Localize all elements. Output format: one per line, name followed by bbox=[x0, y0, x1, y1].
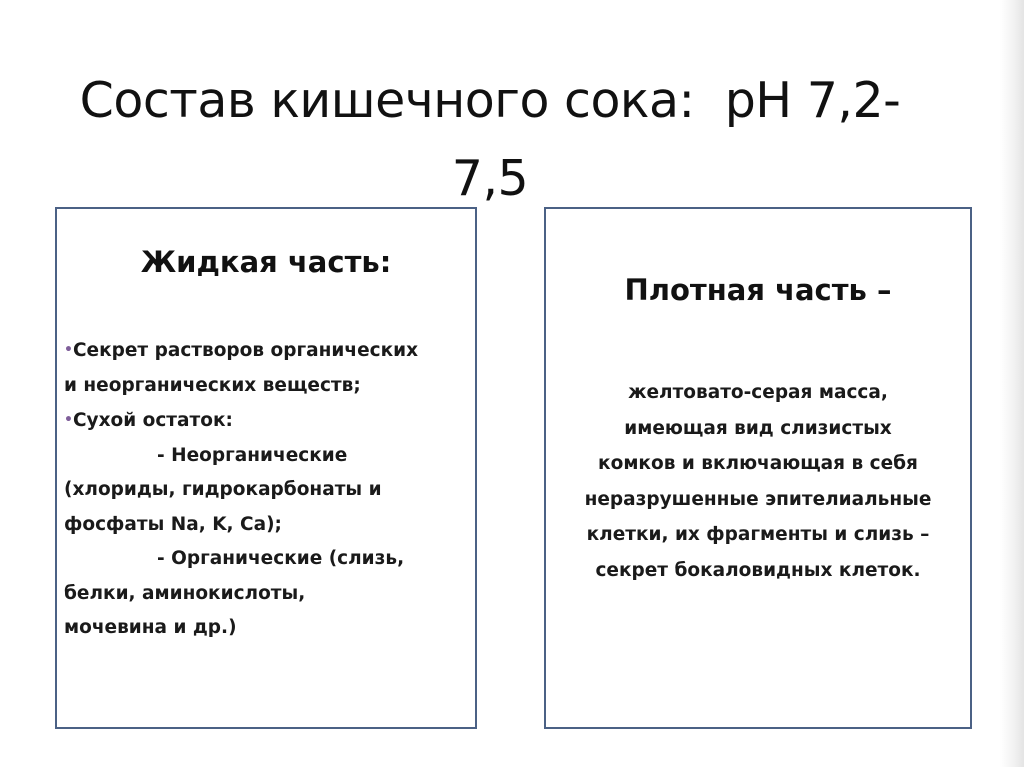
liquid-part-box bbox=[55, 207, 477, 729]
slide-title-line-2: 7,5 bbox=[451, 150, 529, 207]
list-item-text: Сухой остаток: bbox=[72, 410, 233, 431]
sub-item-continuation: (хлориды, гидрокарбонаты и bbox=[64, 479, 382, 500]
bullet-icon: • bbox=[64, 412, 73, 428]
slide-edge-shadow bbox=[1000, 0, 1024, 767]
list-item-continuation: и неорганических веществ; bbox=[64, 374, 361, 396]
solid-part-box bbox=[544, 207, 972, 729]
liquid-part-content bbox=[64, 333, 474, 646]
description-line: клетки, их фрагменты и слизь – bbox=[586, 524, 930, 545]
sub-item-continuation: мочевина и др.) bbox=[64, 617, 237, 638]
slide-title bbox=[40, 62, 940, 218]
sub-item-continuation: белки, аминокислоты, bbox=[64, 582, 306, 604]
solid-part-heading: Плотная часть – bbox=[624, 273, 892, 307]
slide-title-line-1: Состав кишечного сока: pH 7,2- bbox=[79, 72, 901, 129]
list-item-text: Секрет растворов органических bbox=[72, 340, 419, 361]
description-line: имеющая вид слизистых bbox=[624, 417, 892, 439]
description-line: секрет бокаловидных клеток. bbox=[595, 559, 921, 581]
sub-item: - Органические (слизь, bbox=[157, 548, 405, 569]
sub-item: - Неорганические bbox=[157, 444, 348, 466]
liquid-part-heading: Жидкая часть: bbox=[140, 245, 392, 279]
list-item bbox=[64, 333, 474, 369]
sub-item-continuation: фосфаты Na, K, Ca); bbox=[64, 513, 282, 535]
bullet-icon: • bbox=[64, 342, 73, 358]
description-line: комков и включающая в себя bbox=[598, 453, 918, 474]
list-item bbox=[64, 403, 474, 439]
description-line: желтовато-серая масса, bbox=[628, 382, 888, 403]
description-line: неразрушенные эпителиальные bbox=[584, 488, 932, 510]
solid-part-content bbox=[546, 375, 970, 588]
